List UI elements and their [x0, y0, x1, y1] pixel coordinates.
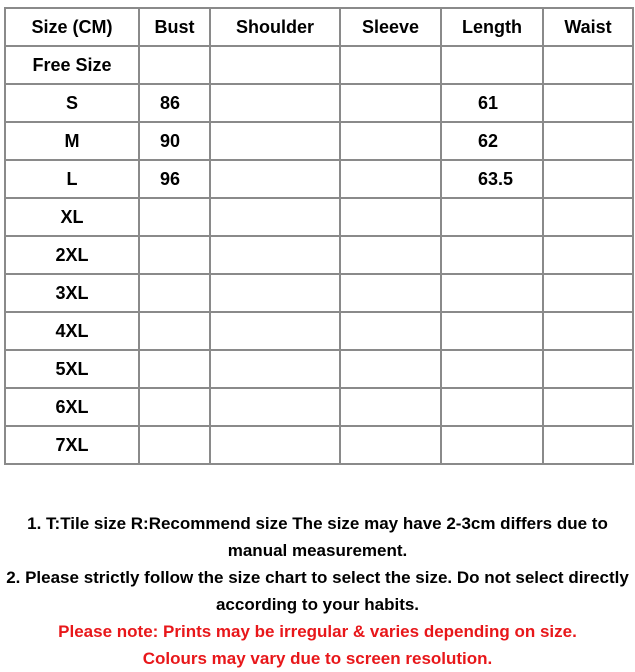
header-shoulder: Shoulder	[210, 8, 340, 46]
size-chart-table	[4, 7, 634, 465]
cell-sleeve	[340, 312, 441, 350]
cell-length	[441, 46, 543, 84]
size-notes	[0, 510, 635, 672]
cell-bust: 96	[139, 160, 210, 198]
table-row	[5, 350, 633, 388]
cell-size: M	[5, 122, 139, 160]
cell-shoulder	[210, 350, 340, 388]
table-row	[5, 388, 633, 426]
cell-waist	[543, 312, 633, 350]
cell-bust	[139, 236, 210, 274]
cell-bust	[139, 350, 210, 388]
table-row	[5, 312, 633, 350]
note-measurement: 1. T:Tile size R:Recommend size The size may have 2-3cm differs due to manual measurement.	[27, 514, 608, 560]
cell-waist	[543, 46, 633, 84]
cell-shoulder	[210, 198, 340, 236]
table-row	[5, 198, 633, 236]
warning-prints: Please note: Prints may be irregular & varies depending on size.	[58, 622, 577, 641]
cell-bust	[139, 388, 210, 426]
cell-size: 4XL	[5, 312, 139, 350]
cell-length	[441, 350, 543, 388]
cell-shoulder	[210, 274, 340, 312]
cell-shoulder	[210, 236, 340, 274]
table-row	[5, 84, 633, 122]
header-bust: Bust	[139, 8, 210, 46]
cell-bust	[139, 426, 210, 464]
cell-shoulder	[210, 388, 340, 426]
cell-sleeve	[340, 46, 441, 84]
cell-waist	[543, 426, 633, 464]
cell-sleeve	[340, 198, 441, 236]
cell-length	[441, 388, 543, 426]
table-row	[5, 160, 633, 198]
cell-bust	[139, 312, 210, 350]
cell-shoulder	[210, 122, 340, 160]
cell-sleeve	[340, 426, 441, 464]
cell-size: 6XL	[5, 388, 139, 426]
cell-size: XL	[5, 198, 139, 236]
cell-bust	[139, 46, 210, 84]
cell-size: 3XL	[5, 274, 139, 312]
cell-waist	[543, 236, 633, 274]
table-row	[5, 122, 633, 160]
header-waist: Waist	[543, 8, 633, 46]
cell-sleeve	[340, 84, 441, 122]
cell-sleeve	[340, 388, 441, 426]
cell-waist	[543, 388, 633, 426]
cell-waist	[543, 160, 633, 198]
cell-length: 63.5	[441, 160, 543, 198]
table-header-row	[5, 8, 633, 46]
note-select-size: 2. Please strictly follow the size chart to select the size. Do not select directly according to your habits.	[6, 568, 629, 614]
table-row	[5, 236, 633, 274]
cell-sleeve	[340, 122, 441, 160]
cell-bust: 90	[139, 122, 210, 160]
cell-shoulder	[210, 312, 340, 350]
cell-waist	[543, 350, 633, 388]
cell-length	[441, 312, 543, 350]
header-size: Size (CM)	[5, 8, 139, 46]
cell-size: 5XL	[5, 350, 139, 388]
cell-shoulder	[210, 84, 340, 122]
cell-length	[441, 236, 543, 274]
cell-waist	[543, 122, 633, 160]
cell-sleeve	[340, 236, 441, 274]
cell-size: L	[5, 160, 139, 198]
cell-sleeve	[340, 350, 441, 388]
table-row	[5, 274, 633, 312]
cell-length	[441, 198, 543, 236]
header-length: Length	[441, 8, 543, 46]
cell-bust	[139, 274, 210, 312]
table-row	[5, 426, 633, 464]
cell-length	[441, 426, 543, 464]
cell-size: S	[5, 84, 139, 122]
cell-shoulder	[210, 160, 340, 198]
cell-waist	[543, 198, 633, 236]
cell-length	[441, 274, 543, 312]
header-sleeve: Sleeve	[340, 8, 441, 46]
cell-shoulder	[210, 426, 340, 464]
table-body	[5, 46, 633, 464]
warning-colours: Colours may vary due to screen resolution.	[142, 649, 493, 668]
table-row	[5, 46, 633, 84]
cell-waist	[543, 84, 633, 122]
cell-length: 62	[441, 122, 543, 160]
cell-bust	[139, 198, 210, 236]
cell-waist	[543, 274, 633, 312]
cell-size: Free Size	[5, 46, 139, 84]
cell-size: 2XL	[5, 236, 139, 274]
cell-sleeve	[340, 160, 441, 198]
cell-bust: 86	[139, 84, 210, 122]
cell-size: 7XL	[5, 426, 139, 464]
cell-shoulder	[210, 46, 340, 84]
cell-sleeve	[340, 274, 441, 312]
cell-length: 61	[441, 84, 543, 122]
